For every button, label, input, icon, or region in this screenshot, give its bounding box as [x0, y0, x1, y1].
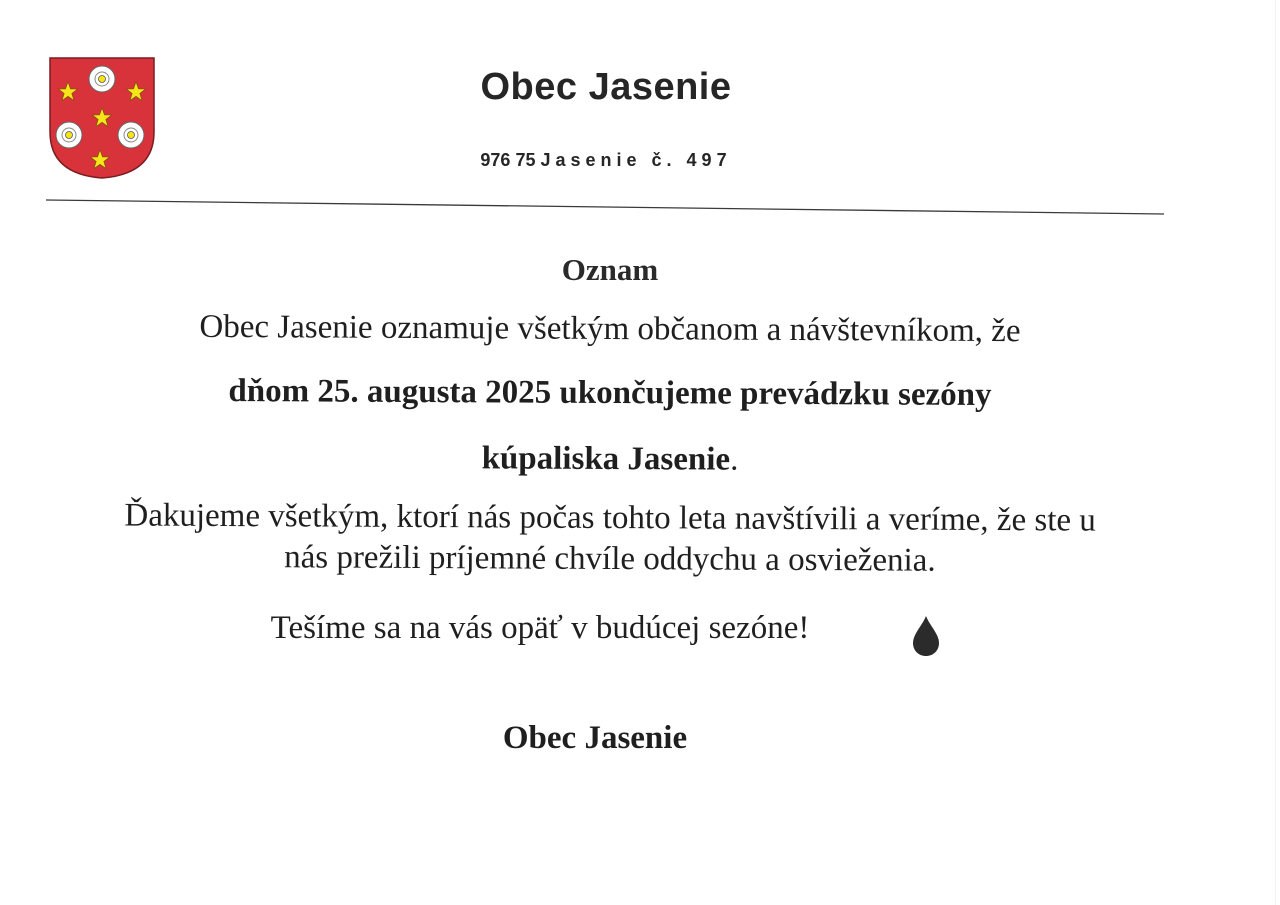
- rose-right-icon: [118, 122, 144, 148]
- address-postal-code: 976 75: [480, 150, 536, 170]
- coat-of-arms-icon: [48, 56, 156, 180]
- notice-line-1: Obec Jasenie oznamuje všetkým občanom a návštevníkom, že: [199, 308, 1021, 350]
- looking-forward-line: Tešíme sa na vás opäť v budúcej sezóne!: [270, 610, 810, 646]
- rose-top-icon: [89, 66, 115, 92]
- address-street: Jasenie č. 497: [540, 150, 732, 170]
- notice-line-3-bold: kúpaliska Jasenie: [481, 440, 731, 478]
- notice-line-3-end: .: [730, 441, 739, 478]
- thanks-line-1: Ďakujeme všetkým, ktorí nás počas tohto leta navštívili a veríme, že ste u: [124, 497, 1096, 539]
- municipality-address: [400, 150, 812, 171]
- header-divider: [46, 199, 1164, 215]
- signature: Obec Jasenie: [502, 720, 688, 756]
- notice-line-3: [40, 438, 1180, 481]
- rose-left-icon: [56, 122, 82, 148]
- notice-heading: Oznam: [561, 252, 659, 287]
- notice-line-2: dňom 25. augusta 2025 ukončujeme prevádzku sezóny: [228, 373, 992, 413]
- scan-edge: [1275, 0, 1276, 905]
- thanks-paragraph: [40, 495, 1180, 583]
- municipality-title: Obec Jasenie: [480, 66, 732, 108]
- water-drop-icon: [910, 614, 942, 658]
- thanks-line-2: nás prežili príjemné chvíle oddychu a osvieženia.: [284, 539, 936, 579]
